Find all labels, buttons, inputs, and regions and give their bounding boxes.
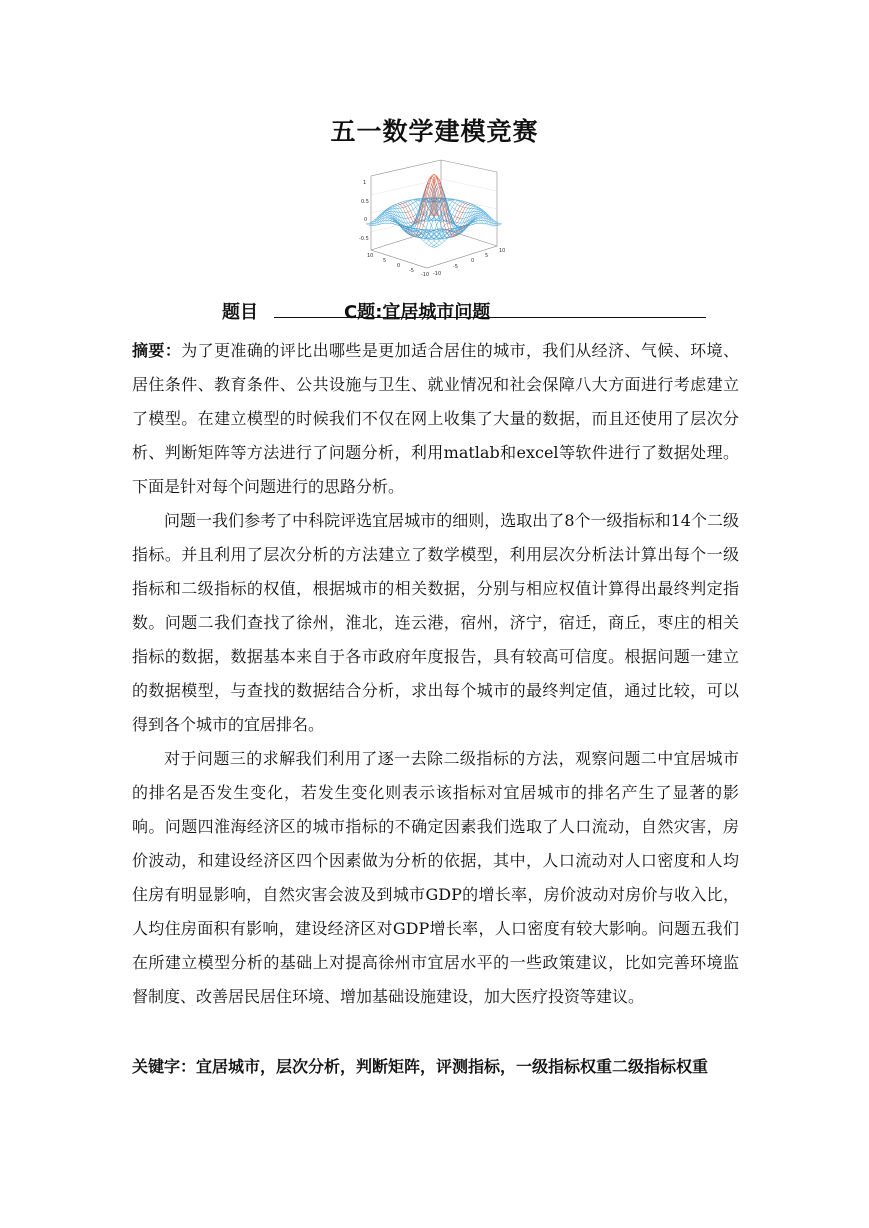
abstract-label: 摘要：: [132, 341, 182, 360]
z-tick: 0: [364, 217, 368, 223]
abstract-text: 为了更准确的评比出哪些是更加适合居住的城市，我们从经济、气候、环境、居住条件、教育条件、公共设施与卫生、就业情况和社会保障八大方面进行考虑建立了模型。在建立模型的时候我们不仅在网上收集了大量的数据，而且还使用了层次分析、判断矩阵等方法进行了问题分析，利用matlab和excel等软件进行了数据处理。下面是针对每个问题进行的思路分析。: [132, 341, 739, 496]
z-tick: 0.5: [361, 199, 369, 205]
x-tick: -10: [421, 272, 430, 278]
abstract-paragraph: [132, 334, 739, 504]
y-tick: 10: [499, 248, 506, 254]
topic-value: C题:宜居城市问题: [344, 302, 491, 323]
x-tick: 5: [383, 258, 387, 264]
keywords-line: 关键字：宜居城市，层次分析，判断矩阵，评测指标，一级指标权重二级指标权重: [132, 1057, 709, 1076]
document-title: 五一数学建模竞赛: [330, 117, 539, 146]
topic-row: [222, 298, 692, 324]
y-tick: -5: [453, 264, 458, 270]
x-tick: -5: [409, 268, 414, 274]
z-tick: -0.5: [359, 236, 369, 242]
topic-label: 题目: [222, 302, 258, 323]
body-paragraph-2: 对于问题三的求解我们利用了逐一去除二级指标的方法，观察问题二中宜居城市的排名是否发生变化，若发生变化则表示该指标对宜居城市的排名产生了显著的影响。问题四淮海经济区的城市指标的不确定因素我们选取了人口流动，自然灾害，房价波动，和建设经济区四个因素做为分析的依据，其中，人口流动对人口密度和人均住房有明显影响，自然灾害会波及到城市GDP的增长率，房价波动对房价与收入比，人均住房面积有影响，建设经济区对GDP增长率，人口密度有较大影响。问题五我们在所建立模型分析的基础上对提高徐州市宜居水平的一些政策建议，比如完善环境监督制度、改善居民居住环境、增加基础设施建设，加大医疗投资等建议。: [132, 749, 739, 1006]
z-tick: 1: [363, 180, 367, 186]
y-tick: -10: [433, 271, 442, 277]
surface-plot-figure: [351, 158, 517, 282]
x-tick: 0: [397, 263, 401, 269]
mesh-surface: [366, 174, 501, 247]
body-paragraph-1: 问题一我们参考了中科院评选宜居城市的细则，选取出了8个一级指标和14个二级指标。并且利用了层次分析的方法建立了数学模型，利用层次分析法计算出每个一级指标和二级指标的权值，根据城市的相关数据，分别与相应权值计算得出最终判定指数。问题二我们查找了徐州，淮北，连云港，宿州，济宁，宿迁，商丘，枣庄的相关指标的数据，数据基本来自于各市政府年度报告，具有较高可信度。根据问题一建立的数据模型，与查找的数据结合分析，求出每个城市的最终判定值，通过比较，可以得到各个城市的宜居排名。: [132, 511, 739, 734]
x-tick: 10: [367, 253, 374, 259]
mesh-surface-plot-icon: [351, 158, 517, 282]
y-tick: 5: [485, 253, 489, 259]
y-tick: 0: [471, 258, 475, 264]
